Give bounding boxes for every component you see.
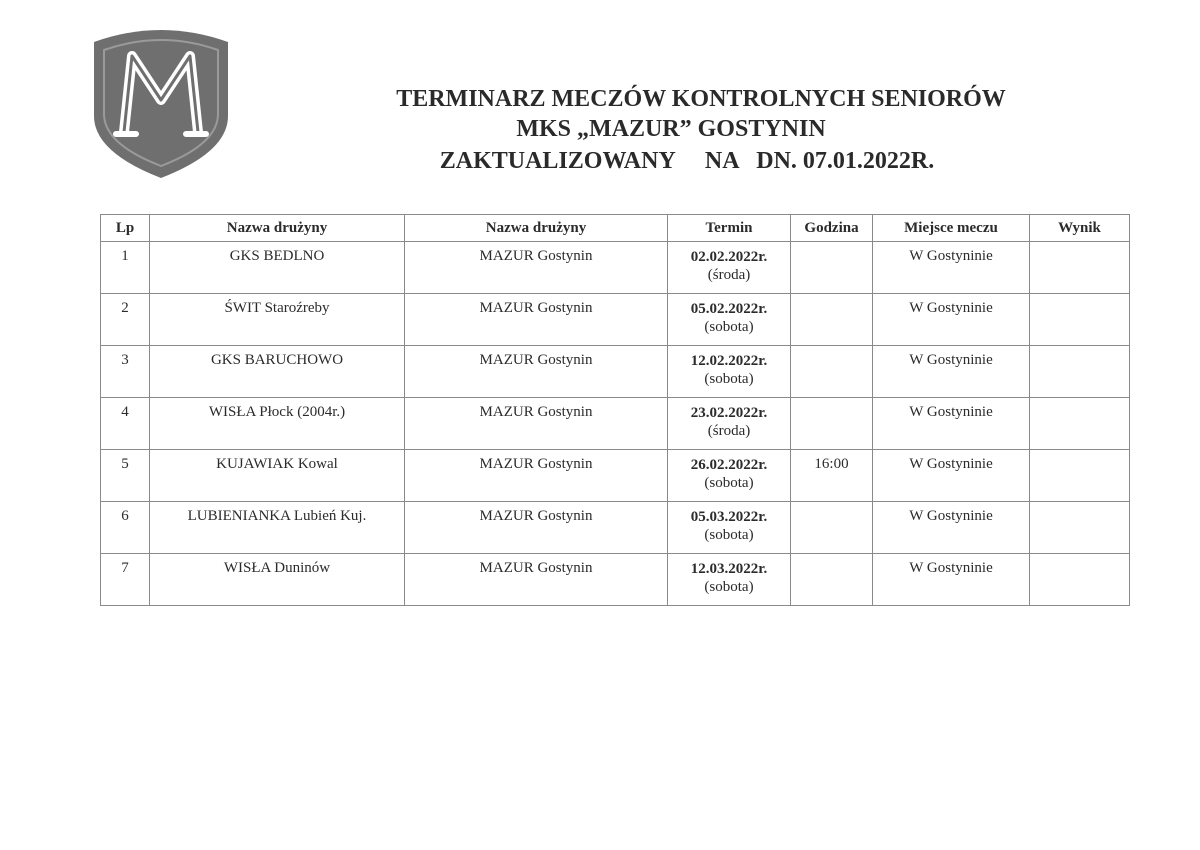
col-header-team2: Nazwa drużyny [405,215,668,242]
cell-result [1030,450,1130,502]
col-header-lp: Lp [101,215,150,242]
match-weekday: (sobota) [704,475,754,491]
cell-time [791,398,873,450]
table-row [101,502,1130,554]
cell-lp: 1 [101,242,150,294]
cell-place: W Gostyninie [873,502,1030,554]
col-header-term: Termin [668,215,791,242]
cell-time [791,242,873,294]
cell-team2: MAZUR Gostynin [405,294,668,346]
cell-lp: 3 [101,346,150,398]
cell-term [668,346,791,398]
cell-place: W Gostyninie [873,450,1030,502]
table-row [101,242,1130,294]
cell-term [668,242,791,294]
cell-team1: WISŁA Płock (2004r.) [150,398,405,450]
cell-term [668,450,791,502]
table-row [101,398,1130,450]
cell-lp: 2 [101,294,150,346]
table-row [101,554,1130,606]
cell-lp: 6 [101,502,150,554]
cell-place: W Gostyninie [873,398,1030,450]
match-date: 12.03.2022r. [690,561,768,577]
table-row [101,294,1130,346]
match-date: 05.03.2022r. [690,509,768,525]
cell-result [1030,346,1130,398]
cell-team2: MAZUR Gostynin [405,450,668,502]
cell-team1: GKS BARUCHOWO [150,346,405,398]
cell-lp: 4 [101,398,150,450]
cell-result [1030,294,1130,346]
col-header-place: Miejsce meczu [873,215,1030,242]
col-header-time: Godzina [791,215,873,242]
cell-team2: MAZUR Gostynin [405,398,668,450]
cell-time: 16:00 [791,450,873,502]
club-crest-logo [86,20,236,182]
match-weekday: (środa) [707,267,751,283]
cell-term [668,398,791,450]
cell-lp: 5 [101,450,150,502]
match-date: 26.02.2022r. [690,457,768,473]
cell-team2: MAZUR Gostynin [405,554,668,606]
schedule-table [100,214,1130,606]
cell-place: W Gostyninie [873,346,1030,398]
cell-team2: MAZUR Gostynin [405,242,668,294]
match-weekday: (sobota) [704,579,754,595]
cell-place: W Gostyninie [873,242,1030,294]
cell-team1: WISŁA Duninów [150,554,405,606]
cell-time [791,502,873,554]
match-weekday: (sobota) [704,319,754,335]
table-row [101,346,1130,398]
cell-result [1030,554,1130,606]
cell-team2: MAZUR Gostynin [405,502,668,554]
title-line-1: TERMINARZ MECZÓW KONTROLNYCH SENIORÓW [396,86,1006,112]
cell-team1: KUJAWIAK Kowal [150,450,405,502]
cell-term [668,554,791,606]
match-weekday: (środa) [707,423,751,439]
table-header-row [101,215,1130,242]
cell-team1: GKS BEDLNO [150,242,405,294]
document-title [300,84,1080,178]
title-line-2: MKS „MAZUR” GOSTYNIN [516,116,826,142]
cell-time [791,346,873,398]
match-date: 05.02.2022r. [690,301,768,317]
cell-time [791,294,873,346]
cell-time [791,554,873,606]
match-weekday: (sobota) [704,371,754,387]
col-header-result: Wynik [1030,215,1130,242]
cell-term [668,294,791,346]
match-weekday: (sobota) [704,527,754,543]
cell-term [668,502,791,554]
cell-place: W Gostyninie [873,294,1030,346]
cell-team2: MAZUR Gostynin [405,346,668,398]
col-header-team1: Nazwa drużyny [150,215,405,242]
match-date: 23.02.2022r. [690,405,768,421]
cell-place: W Gostyninie [873,554,1030,606]
table-row [101,450,1130,502]
title-line-3: ZAKTUALIZOWANY NA DN. 07.01.2022R. [439,148,935,174]
cell-team1: ŚWIT Staroźreby [150,294,405,346]
cell-result [1030,398,1130,450]
cell-team1: LUBIENIANKA Lubień Kuj. [150,502,405,554]
cell-result [1030,242,1130,294]
match-date: 12.02.2022r. [690,353,768,369]
match-date: 02.02.2022r. [690,249,768,265]
cell-lp: 7 [101,554,150,606]
cell-result [1030,502,1130,554]
